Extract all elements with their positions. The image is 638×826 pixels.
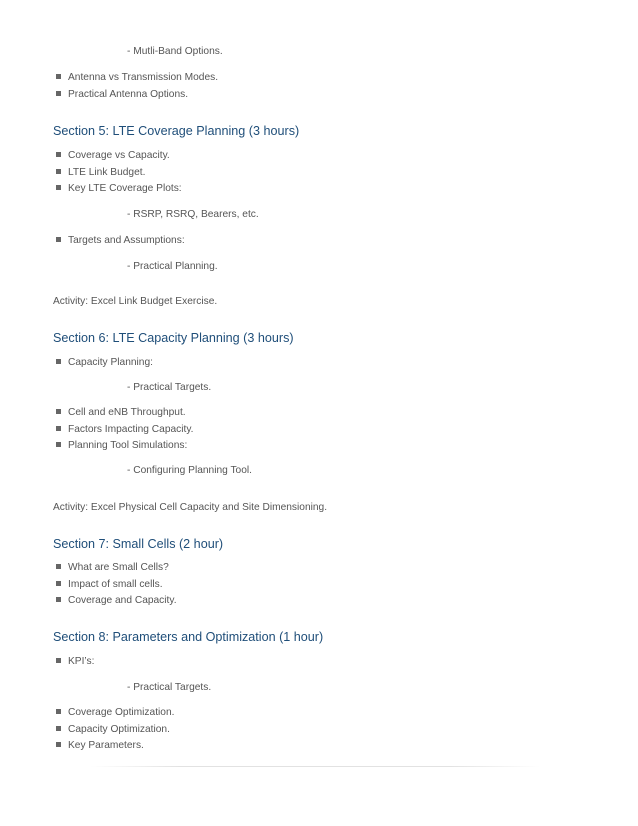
list-item — [56, 89, 188, 100]
sub-line: - Practical Targets. — [127, 382, 212, 393]
square-bullet-icon — [56, 237, 61, 242]
list-item-text: Factors Impacting Capacity. — [68, 424, 194, 435]
list-item — [56, 440, 187, 451]
sub-line: - RSRP, RSRQ, Bearers, etc. — [127, 209, 259, 220]
section-6-activity: Activity: Excel Physical Cell Capacity and Site Dimensioning. — [53, 502, 328, 513]
section-6-heading: Section 6: LTE Capacity Planning (3 hours) — [53, 331, 294, 345]
section-7-heading: Section 7: Small Cells (2 hour) — [53, 537, 224, 551]
square-bullet-icon — [56, 152, 61, 157]
list-item-text: Targets and Assumptions: — [68, 235, 185, 246]
list-item — [56, 656, 94, 667]
square-bullet-icon — [56, 91, 61, 96]
list-item-text: Coverage and Capacity. — [68, 595, 177, 606]
square-bullet-icon — [56, 658, 61, 663]
square-bullet-icon — [56, 359, 61, 364]
section-8-heading: Section 8: Parameters and Optimization (1 hour) — [53, 630, 324, 644]
square-bullet-icon — [56, 74, 61, 79]
list-item — [56, 407, 186, 418]
list-item — [56, 424, 194, 435]
list-item-text: Coverage vs Capacity. — [68, 150, 170, 161]
list-item — [56, 595, 177, 606]
list-item — [56, 357, 153, 368]
list-item — [56, 150, 170, 161]
square-bullet-icon — [56, 409, 61, 414]
square-bullet-icon — [56, 742, 61, 747]
sub-line-multi-band: - Mutli-Band Options. — [127, 46, 223, 57]
list-item — [56, 562, 169, 573]
section-5-heading: Section 5: LTE Coverage Planning (3 hours) — [53, 124, 300, 138]
list-item-text: Antenna vs Transmission Modes. — [68, 72, 219, 83]
square-bullet-icon — [56, 709, 61, 714]
sub-line: - Practical Planning. — [127, 261, 218, 272]
square-bullet-icon — [56, 442, 61, 447]
list-item-text: LTE Link Budget. — [68, 167, 146, 178]
square-bullet-icon — [56, 726, 61, 731]
list-item-text: KPI’s: — [68, 656, 95, 667]
list-item-text: Capacity Optimization. — [68, 724, 170, 735]
list-item-text: Impact of small cells. — [68, 579, 163, 590]
list-item-text: What are Small Cells? — [68, 562, 169, 573]
sub-line: - Practical Targets. — [127, 682, 212, 693]
list-item-text: Coverage Optimization. — [68, 707, 175, 718]
list-item — [56, 235, 185, 246]
list-item-text: Capacity Planning: — [68, 357, 153, 368]
square-bullet-icon — [56, 564, 61, 569]
square-bullet-icon — [56, 426, 61, 431]
section-5-activity: Activity: Excel Link Budget Exercise. — [53, 296, 218, 307]
list-item-text: Key LTE Coverage Plots: — [68, 183, 182, 194]
list-item — [56, 579, 163, 590]
list-item — [56, 183, 182, 194]
list-item — [56, 724, 170, 735]
list-item — [56, 707, 174, 718]
sub-line: - Configuring Planning Tool. — [127, 465, 252, 476]
list-item — [56, 167, 145, 178]
list-item-text: Planning Tool Simulations: — [68, 440, 188, 451]
square-bullet-icon — [56, 581, 61, 586]
list-item-text: Cell and eNB Throughput. — [68, 407, 186, 418]
square-bullet-icon — [56, 185, 61, 190]
list-item — [56, 740, 144, 751]
square-bullet-icon — [56, 169, 61, 174]
list-item-text: Practical Antenna Options. — [68, 89, 189, 100]
page-divider — [90, 766, 540, 767]
list-item — [56, 72, 218, 83]
square-bullet-icon — [56, 597, 61, 602]
list-item-text: Key Parameters. — [68, 740, 144, 751]
